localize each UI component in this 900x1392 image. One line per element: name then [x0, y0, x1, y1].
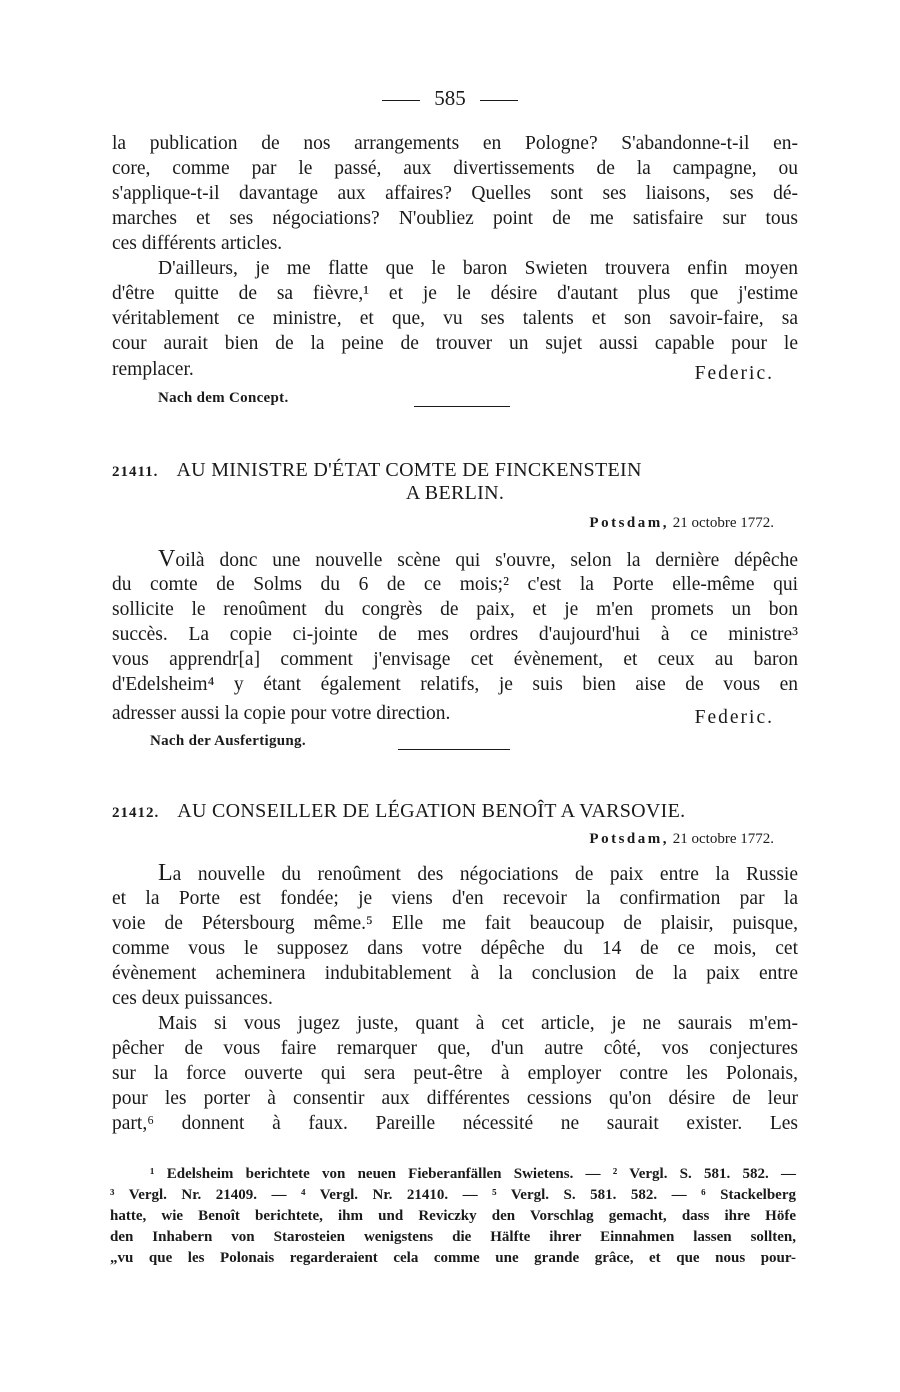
source-note: Nach dem Concept. — [158, 390, 289, 406]
text-line: cour aurait bien de la peine de trouver un sujet aussi capable pour le — [112, 333, 798, 354]
text-line: ces deux puissances. — [112, 988, 273, 1009]
separator-rule — [398, 749, 510, 750]
text-line: sur la force ouverte qui sera peut-être à employer contre les Polonais, — [112, 1063, 798, 1084]
footnote-line: ¹ Edelsheim berichtete von neuen Fieberanfällen Swietens. — ² Vergl. S. 581. 582. — — [150, 1166, 796, 1182]
footnotes — [110, 1164, 796, 1269]
page-number: 585 — [434, 86, 466, 110]
signature: Federic. — [694, 363, 774, 384]
text-line: adresser aussi la copie pour votre direction. — [112, 703, 451, 724]
dateline — [589, 831, 774, 848]
text-line: voie de Pétersbourg même.⁵ Elle me fait beaucoup de plaisir, puisque, — [112, 913, 798, 934]
text-line: part,⁶ donnent à faux. Pareille nécessité ne saurait exister. Les — [112, 1113, 798, 1134]
footnote-line: ³ Vergl. Nr. 21409. — ⁴ Vergl. Nr. 21410. — ⁵ Vergl. S. 581. 582. — ⁶ Stackelberg — [110, 1187, 796, 1203]
text-line: la publication de nos arrangements en Pologne? S'abandonne-t-il en- — [112, 133, 798, 154]
text-line: comme vous le supposez dans votre dépêche du 14 de ce mois, cet — [112, 938, 798, 959]
letter-body — [112, 861, 798, 1136]
text-line: Mais si vous jugez juste, quant à cet article, je ne saurais m'em- — [158, 1013, 798, 1034]
text-line: succès. La copie ci-jointe de mes ordres d'aujourd'hui à ce ministre³ — [112, 624, 798, 645]
text-line: véritablement ce ministre, et que, vu ses talents et son savoir-faire, sa — [112, 308, 798, 329]
footnote-line: „vu que les Polonais regarderaient cela comme une grande grâce, et que nous pour- — [110, 1250, 796, 1266]
text-line-rest: a nouvelle du renoûment des négociations de paix entre la Russie — [172, 864, 798, 885]
header-dash-right — [480, 100, 518, 101]
text-line: vous apprendr[a] comment j'envisage cet évènement, et ceux au baron — [112, 649, 798, 670]
source-note: Nach der Ausfertigung. — [150, 733, 306, 749]
footnote-line: den Inhabern von Starosteien wenigstens die Hälfte ihrer Einnahmen lassen sollten, — [110, 1229, 796, 1245]
text-line: pêcher de vous faire remarquer que, d'un autre côté, vos conjectures — [112, 1038, 798, 1059]
text-line: remplacer. — [112, 359, 194, 380]
text-line: ces différents articles. — [112, 233, 283, 254]
text-line: pour les porter à consentir aux différentes cessions qu'on désire de leur — [112, 1088, 798, 1109]
letter-number: 21411. — [112, 464, 159, 480]
letter-closing — [112, 701, 774, 726]
text-line: d'être quitte de sa fièvre,¹ et je le désire d'autant plus que j'estime — [112, 283, 798, 304]
dateline-place: Potsdam, — [589, 831, 670, 847]
text-line: d'Edelsheim⁴ y étant également relatifs, je suis bien aise de vous en — [112, 674, 798, 695]
signature: Federic. — [694, 707, 774, 728]
intro-closing — [112, 357, 774, 382]
heading-place: A BERLIN. — [405, 482, 505, 504]
dateline-date: 21 octobre 1772. — [672, 515, 774, 531]
heading-addressee: AU CONSEILLER DE LÉGATION BENOÎT A VARSOVIE. — [177, 800, 686, 822]
letter-number: 21412. — [112, 805, 160, 821]
text-line-rest: oilà donc une nouvelle scène qui s'ouvre, selon la dernière dépêche — [175, 550, 798, 571]
text-line: core, comme par le passé, aux divertissements de la campagne, ou — [112, 158, 798, 179]
letter-heading — [112, 459, 798, 505]
initial-letter: L — [158, 860, 173, 886]
separator-rule — [414, 406, 510, 407]
dateline — [589, 515, 774, 532]
initial-letter: V — [158, 546, 176, 572]
text-line: et la Porte est fondée; je viens d'en recevoir la confirmation par la — [112, 888, 798, 909]
page-number-header — [0, 86, 900, 111]
text-line: évènement acheminera indubitablement à la conclusion de la paix entre — [112, 963, 798, 984]
text-line — [112, 861, 798, 886]
text-line: s'applique-t-il davantage aux affaires? Quelles sont ses liaisons, ses dé- — [112, 183, 798, 204]
footnote-line: hatte, wie Benoît berichtete, ihm und Reviczky den Vorschlag gemacht, dass ihre Höfe — [110, 1208, 796, 1224]
text-line: marches et ses négociations? N'oubliez point de me satisfaire sur tous — [112, 208, 798, 229]
header-dash-left — [382, 100, 420, 101]
text-line: du comte de Solms du 6 de ce mois;² c'est la Porte elle-même qui — [112, 574, 798, 595]
intro-text — [112, 131, 798, 356]
heading-addressee: AU MINISTRE D'ÉTAT COMTE DE FINCKENSTEIN — [176, 459, 642, 481]
dateline-place: Potsdam, — [589, 515, 670, 531]
text-line: sollicite le renoûment du congrès de paix, et je m'en promets un bon — [112, 599, 798, 620]
text-line: D'ailleurs, je me flatte que le baron Swieten trouvera enfin moyen — [158, 258, 798, 279]
text-line — [112, 547, 798, 572]
dateline-date: 21 octobre 1772. — [672, 831, 774, 847]
letter-body — [112, 547, 798, 697]
letter-heading — [112, 800, 798, 823]
